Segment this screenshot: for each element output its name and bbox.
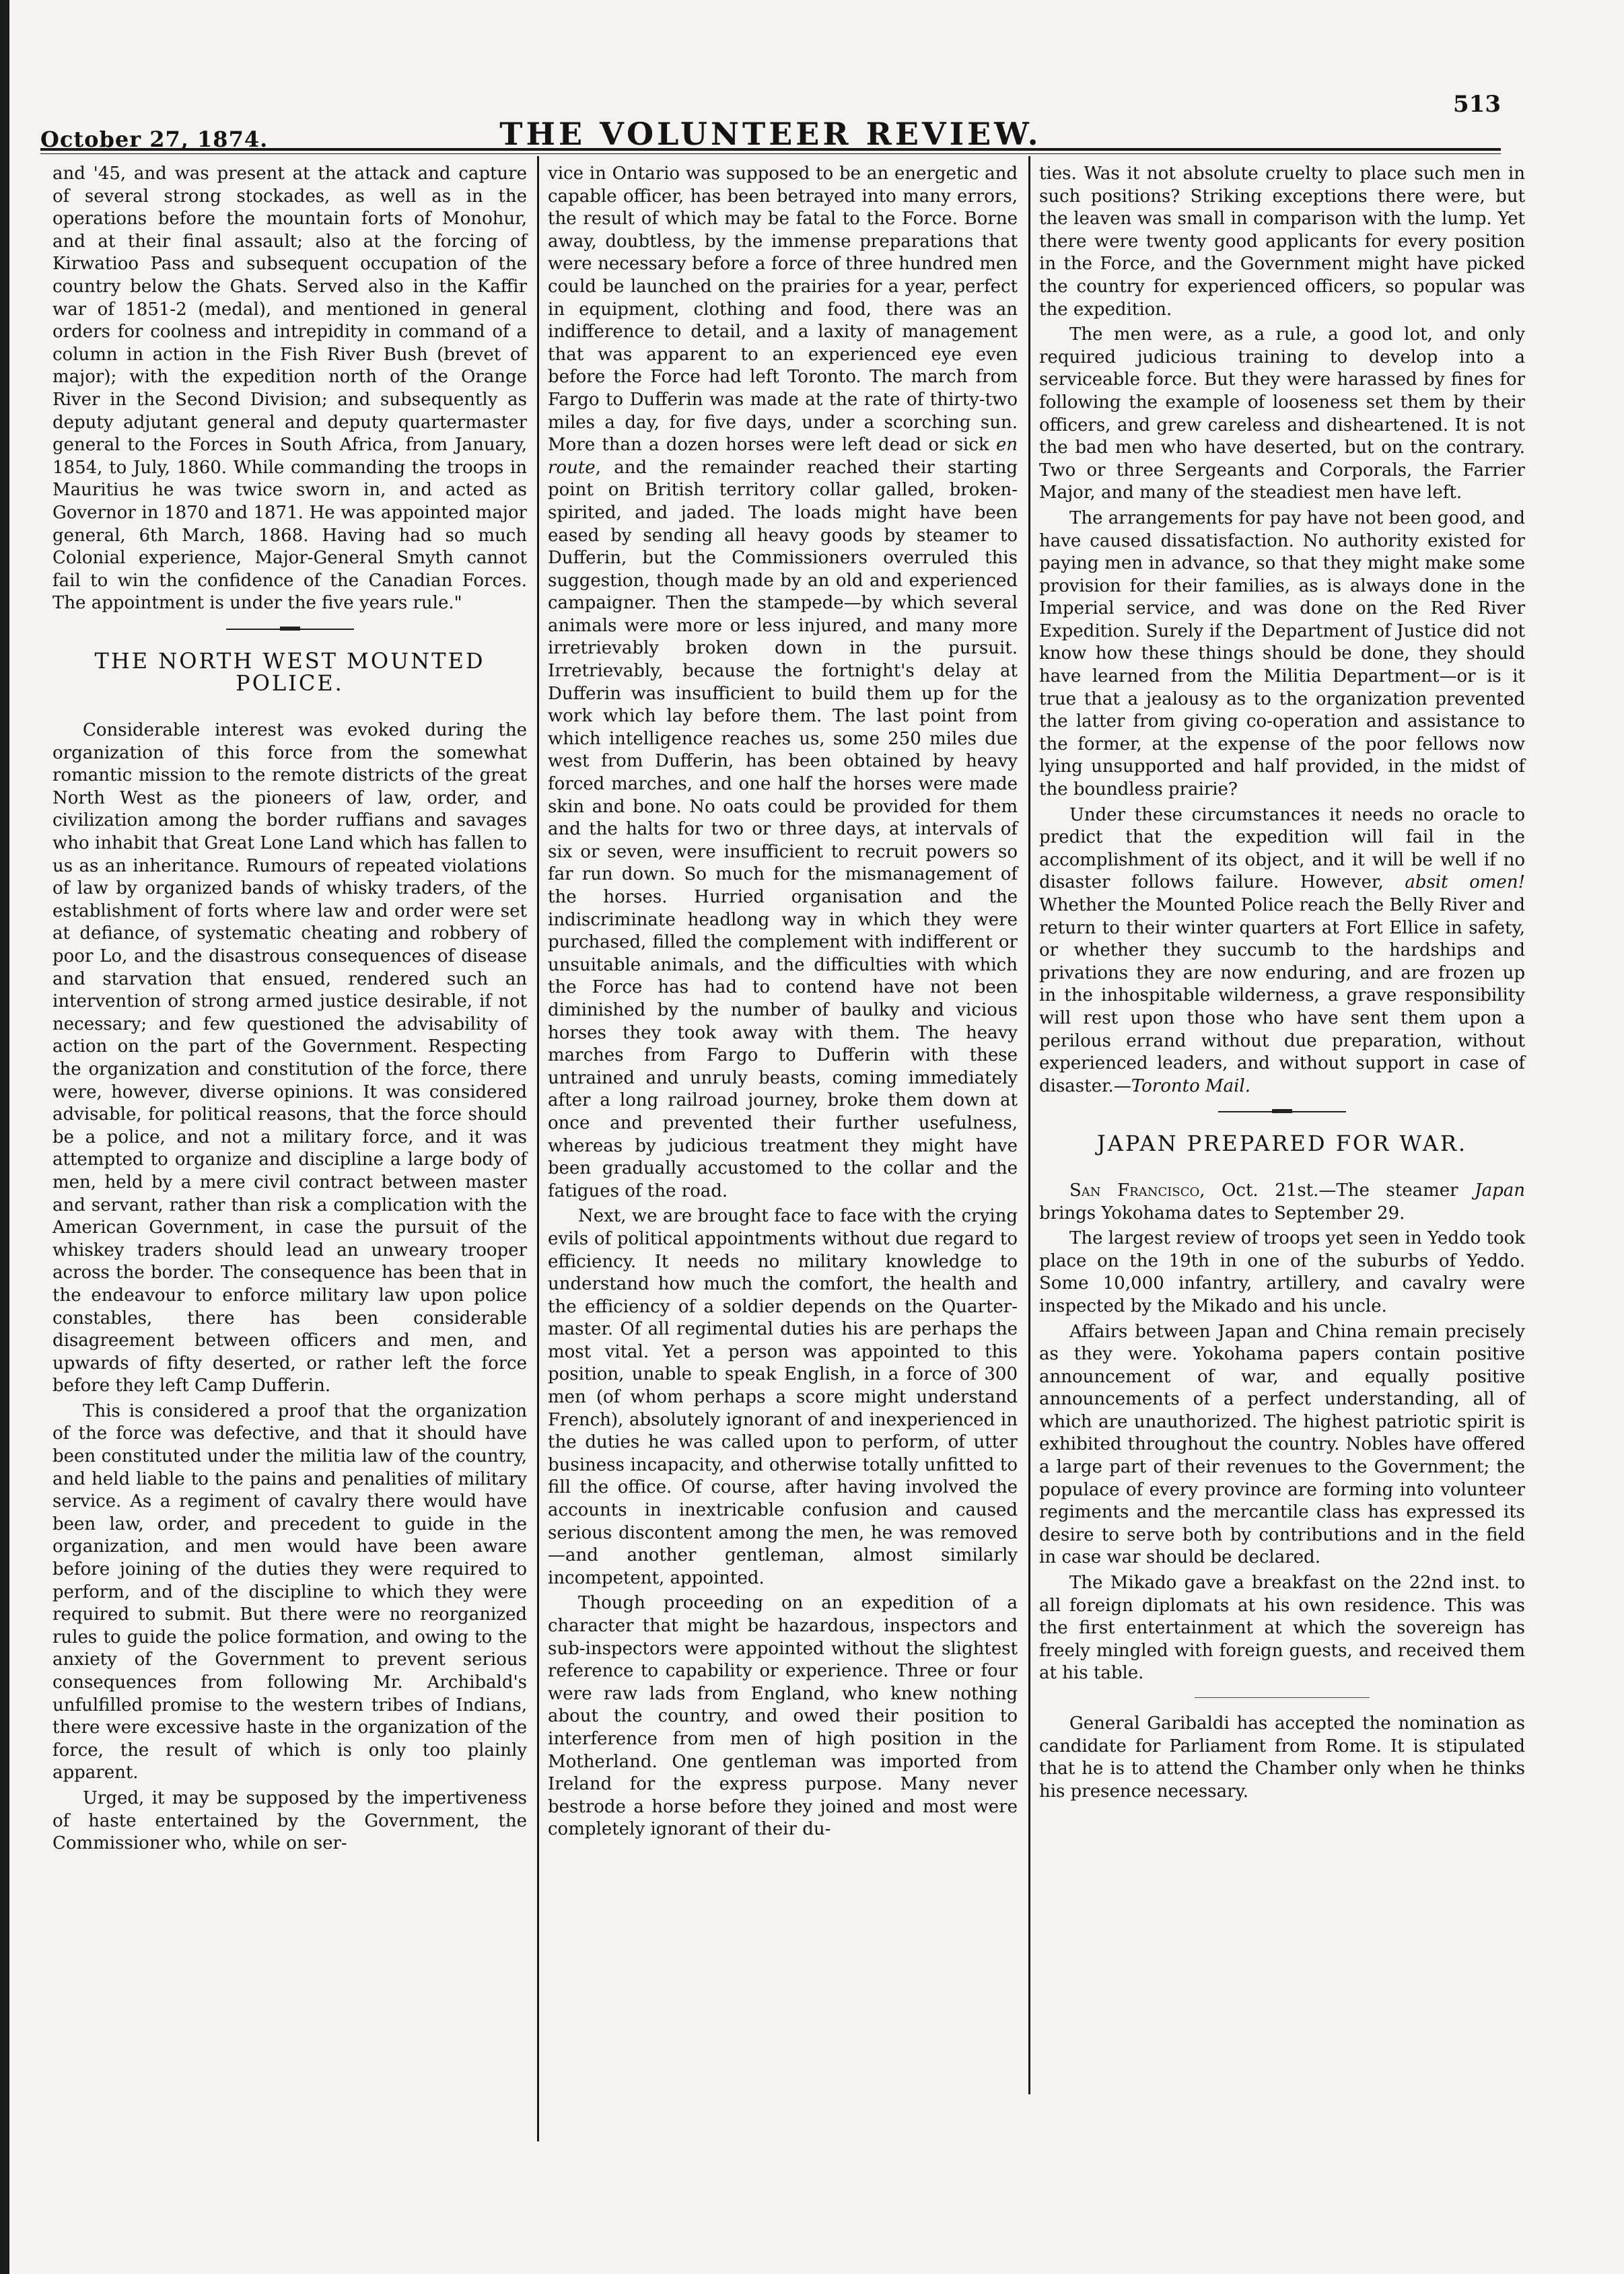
nwmp-p4-text-a: vice in Ontario was supposed to be an energetic and capable officer, has been betrayed into many errors, the result of which may be fatal to the Force. Borne away, doubtless, by the immense preparations that were necessary before a force of three hundred men could be launched on the prairies for a year, perfect in equipment, clothing and food, there was an indifference to detail, and a laxity of management that was apparent to an experienced eye even before the Force had left Toronto. The march from Fargo to Dufferin was made at the rate of thirty-two miles a day, for five days, under a scorching sun. More than a dozen horses were left dead or sick (548, 164, 1018, 456)
nwmp-paragraph-6: Though proceeding on an expedition of a character that might be hazardous, inspectors and sub-inspectors were appointed without the slightest reference to capability or experience. Three or four were raw lads from England, who knew nothing about the country, and owed their position to interference from men of high position in the Motherland. One gentleman was imported from Ireland for the express purpose. Many never bestrode a horse before they joined and most were completely ignorant of their du- (548, 1593, 1018, 1840)
page-number: 513 (1453, 91, 1501, 118)
nwmp-p10-text-b: Whether the Mounted Police reach the Belly River and return to their winter quarters at Fort Ellice in safety, or whether they succumb to the hardships and privations they are now enduring, and are frozen up in the inhospitable wilderness, a grave responsibility will rest upon those who have sent them upon a perilous errand without due preparation, without experienced leaders, and without support in case of disaster.— (1039, 895, 1525, 1096)
garibaldi-paragraph: General Garibaldi has accepted the nomination as candidate for Parliament from Rome. It is stipulated that he is to attend the Chamber only when he thinks his presence necessary. (1039, 1713, 1525, 1802)
page-left-edge (0, 0, 9, 2274)
nwmp-heading: THE NORTH WEST MOUNTED POLICE. (94, 647, 485, 697)
japan-heading: JAPAN PREPARED FOR WAR. (1096, 1131, 1468, 1157)
japan-paragraph-3: Affairs between Japan and China remain precisely as they were. Yokohama papers contain positive announcement of war, and equally positive announcements of a perfect understanding, all of which are unauthorized. The highest patriotic spirit is exhibited throughout the country. Nobles have offered a large part of their revenues to the Government; the populace of every province are forming into volunteer regiments and the mercantile class has expressed its desire to serve both by contributions and in the field in case war should be declared. (1039, 1321, 1525, 1568)
steamer-name: Japan (1475, 1180, 1525, 1201)
nwmp-paragraph-2: This is considered a proof that the organization of the force was defective, and that it should have been constituted under the militia law of the country, and held liable to the pains and penalities of military service. As a regiment of cavalry there would have been law, order, and precedent to guide in the organization, and men would have been aware before joining of the duties they were required to perform, and of the discipline to which they were required to submit. But there were no reorganized rules to guide the police formation, and owing to the anxiety of the Government to prevent serious consequences from following Mr. Archibald's unfulfilled promise to the western tribes of Indians, there were excessive haste in the organization of the force, the result of which is only too plainly apparent. (52, 1400, 527, 1783)
item-separator (1195, 1697, 1370, 1698)
nwmp-p10-text-a: Under these circumstances it needs no oracle to predict that the expedition will fail in the accomplishment of its object, and it will be well if no disaster follows failure. However, (1039, 804, 1525, 893)
japan-p1-text-a: Oct. 21st.—The steamer (1222, 1180, 1458, 1201)
section-separator (1218, 1111, 1346, 1112)
nwmp-p10-italic: absit omen! (1405, 872, 1526, 893)
section-separator (226, 629, 354, 630)
column-2 (548, 163, 1018, 1844)
nwmp-paragraph-1: Considerable interest was evoked during the organization of this force from the somewhat romantic mission to the remote districts of the great North West as the pioneers of law, order, and civilization among the border ruffians and savages who inhabit that Great Lone Land which has fallen to us as an inheritance. Rumours of repeated violations of law by organized bands of whisky traders, of the establishment of forts where law and order were set at defiance, of systematic cheating and robbery of poor Lo, and the disastrous consequences of disease and starvation that ensued, rendered such an intervention of strong armed justice desirable, if not necessary; and few questioned the advisability of action on the part of the Government. Respecting the organization and constitution of the force, there were, however, diverse opinions. It was considered advisable, for political reasons, that the force should be a police, and not a military force, and it was attempted to organize and discipline a large body of men, held by a mere civil contract between master and servant, rather than risk a complication with the American Government, in case the pursuit of the whiskey traders should lead an unweary trooper across the border. The consequence has been that in the endeavour to enforce military law upon police constables, there has been considerable disagreement between officers and men, and upwards of fifty deserted, or rather left the force before they left Camp Dufferin. (52, 720, 527, 1396)
nwmp-paragraph-9: The arrangements for pay have not been good, and have caused dissatisfaction. No authority existed for paying men in advance, so that they might make some provision for their families, as is always done in the Imperial service, and was done on the Red River Expedition. Surely if the Department of Justice did not know how these things should be done, they should have learned from the Militia Department—or is it true that a jealousy as to the organization prevented the latter from giving co-operation and assistance to the former, at the expense of the poor fellows now lying unsupported and half provided, in the midst of the boundless prairie? (1039, 507, 1525, 800)
nwmp-paragraph-3: Urged, it may be supposed by the impertiveness of haste entertained by the Government, the Commissioner who, while on ser- (52, 1787, 527, 1854)
column-divider-1 (537, 156, 539, 2141)
column-divider-2 (1028, 156, 1030, 2094)
japan-paragraph-1 (1039, 1180, 1525, 1225)
header-rule (40, 148, 1501, 151)
nwmp-paragraph-7: ties. Was it not absolute cruelty to place such men in such positions? Striking exceptions there were, but the leaven was small in comparison with the lump. Yet there were twenty good applicants for every position in the Force, and the Government might have picked the country for experienced officers, so popular was the expedition. (1039, 164, 1525, 320)
nwmp-p4-text-b: , and the remainder reached their starting point on British territory collar galled, broken-spirited, and jaded. The loads might have been eased by sending all heavy goods by steamer to Dufferin, but the Commissioners overruled this suggestion, though made by an old and experienced campaigner. Then the stampede—by which several animals were more or less injured, and many more irretrievably broken down in the pursuit. Irretrievably, because the fortnight's delay at Dufferin was insufficient to build them up for the work which lay before them. The last point from which intelligence reaches us, some 250 miles due west from Dufferin, has been obtained by heavy forced marches, and one half the horses were made skin and bone. No oats could be provided for them and the halts for two or three days, at intervals of six or seven, were insufficient to recruit powers so far run down. So much for the mismanagement of the horses. Hurried organisation and the indiscriminate headlong way in which they were purchased, filled the complement with indifferent or unsuitable animals, and the difficulties with which the Force has had to contend have not been diminished by the number of baulky and vicious horses they took away with them. The heavy marches from Fargo to Dufferin with these untrained and unruly beasts, coming immediately after a long railroad journey, broke them down at once and prevented their further usefulness, whereas by judicious treatment they might have been gradually accustomed to the collar and the fatigues of the road. (548, 457, 1018, 1201)
japan-paragraph-4: The Mikado gave a breakfast on the 22nd inst. to all foreign diplomats at his own residence. This was the first entertainment at which the sovereign has freely mingled with foreign guests, and received them at his table. (1039, 1573, 1525, 1684)
nwmp-paragraph-8: The men were, as a rule, a good lot, and only required judicious training to develop into a serviceable force. But they were harassed by fines for following the example of looseness set them by their officers, and grew careless and disheartened. It is not the bad men who have deserted, but on the contrary. Two or three Sergeants and Corporals, the Farrier Major, and many of the steadiest men have left. (1039, 324, 1525, 503)
japan-p1-text-b: brings Yokohama dates to September 29. (1039, 1203, 1405, 1223)
intro-paragraph: and '45, and was present at the attack and capture of several strong stockades, as well as in the operations before the mountain forts of Monohur, and at their final assault; also at the forcing of Kirwatioo Pass and subsequent occupation of the country below the Ghats. Served also in the Kaffir war of 1851-2 (medal), and mentioned in general orders for coolness and intrepidity in command of a column in action in the Fish River Bush (brevet of major); with the expedition north of the Orange River in the Second Division; and subsequently as deputy adjutant general and deputy quartermaster general to the Forces in South Africa, from January, 1854, to July, 1860. While commanding the troops in Mauritius he was twice sworn in, and acted as Governor in 1870 and 1871. He was appointed major general, 6th March, 1868. Having had so much Colonial experience, Major-General Smyth cannot fail to win the confidence of the Canadian Forces. The appointment is under the five years rule." (52, 164, 527, 614)
nwmp-paragraph-5: Next, we are brought face to face with the crying evils of political appointments without due regard to efficiency. It needs no military knowledge to understand how much the comfort, the health and the efficiency of a soldier depends on the Quarter-master. Of all regimental duties his are perhaps the most vital. Yet a person was appointed to this position, unable to speak English, in a force of 300 men (of whom perhaps a score might understand French), absolutely ignorant of and inexperienced in the duties he was called upon to perform, of utter business incapacity, and otherwise totally unfitted to fill the office. Of course, after having involved the accounts in inextricable confusion and caused serious discontent among the men, he was removed—and another gentleman, almost similarly incompetent, appointed. (548, 1206, 1018, 1588)
page-header (40, 87, 1501, 152)
nwmp-p4-italic: en route (548, 435, 1018, 478)
nwmp-paragraph-10 (1039, 804, 1525, 1098)
japan-dateline: San Francisco, (1069, 1180, 1205, 1201)
nwmp-paragraph-4 (548, 163, 1018, 1203)
japan-paragraph-2: The largest review of troops yet seen in Yeddo took place on the 19th in one of the suburbs of Yeddo. Some 10,000 infantry, artillery, and cavalry were inspected by the Mikado and his uncle. (1039, 1228, 1526, 1316)
header-rule-thin (40, 153, 1501, 154)
article-source: Toronto Mail. (1131, 1075, 1251, 1096)
masthead-title: THE VOLUNTEER REVIEW. (499, 116, 1042, 152)
column-3 (1039, 163, 1525, 1806)
column-1 (52, 163, 527, 1858)
issue-date: October 27, 1874. (40, 127, 269, 152)
